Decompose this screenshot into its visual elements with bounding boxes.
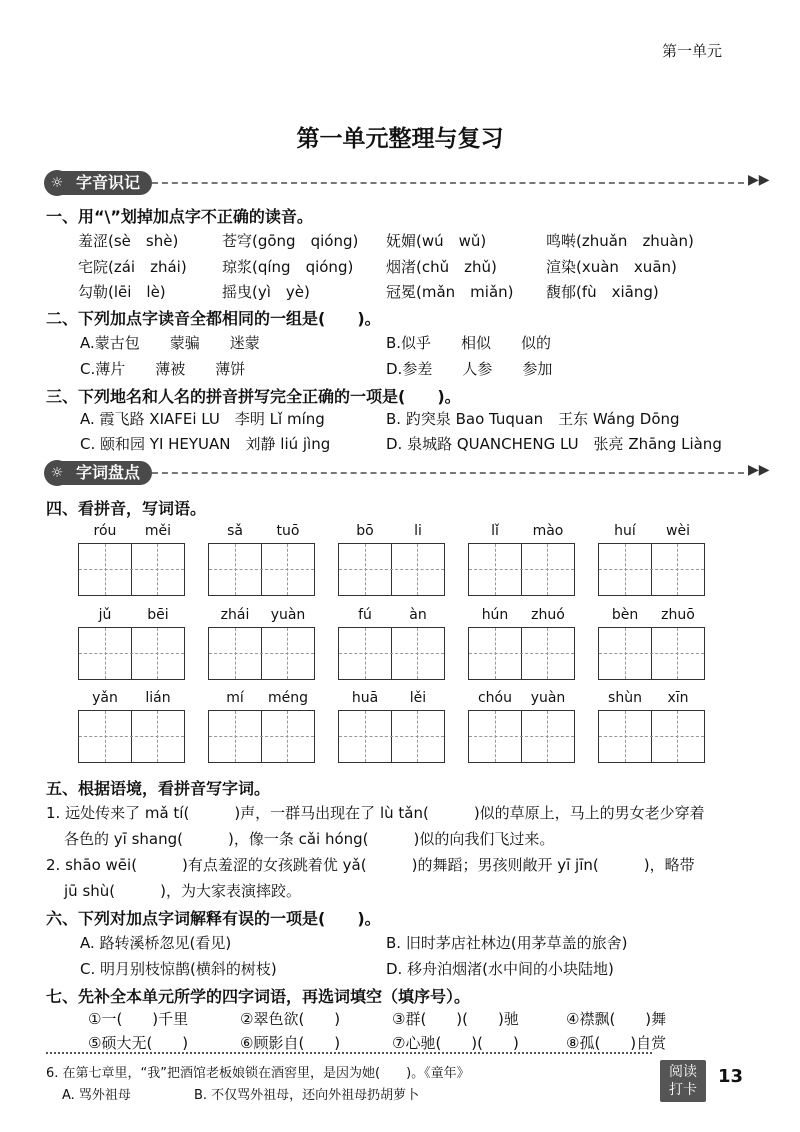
pinyin-label: lián [145,690,171,706]
question-2-title: 二、下列加点字读音全都相同的一组是( )。 [46,309,381,328]
pinyin-label: bèn [611,607,639,623]
q5-line: 2. shāo wēi( )有点羞涩的女孩跳着优 yǎ( )的舞蹈；男孩则敞开 yī jīn( )，略带 [46,856,695,874]
question-4-title: 四、看拼音，写词语。 [46,499,207,518]
section-divider [152,472,744,474]
lightbulb-icon: ☼ [44,460,70,486]
writing-box[interactable] [208,710,315,763]
q1-item[interactable]: 馥郁(fù xiāng) [546,283,659,301]
pinyin-label: wèi [666,523,690,539]
pinyin-label: lěi [409,690,427,706]
pinyin-label: bō [356,523,374,539]
writing-box[interactable] [78,710,185,763]
q1-item[interactable]: 摇曳(yì yè) [222,283,310,301]
writing-box[interactable] [208,543,315,596]
question-5-title: 五、根据语境，看拼音写字词。 [46,779,271,798]
writing-box[interactable] [468,710,575,763]
pinyin-label: hún [481,607,509,623]
q2-option-b[interactable]: B.似乎 相似 似的 [386,334,552,352]
q7-idiom[interactable]: ②翠色欲( ) [240,1010,341,1028]
q2-option-a[interactable]: A.蒙古包 蒙骗 迷蒙 [80,334,260,352]
question-3-title: 三、下列地名和人名的拼音拼写完全正确的一项是( )。 [46,387,461,406]
badge-line: 打卡 [669,1082,697,1098]
q2-option-c[interactable]: C.薄片 薄被 薄饼 [80,360,246,378]
pinyin-label: zhuō [661,607,695,623]
writing-box[interactable] [78,543,185,596]
q7-idiom[interactable]: ⑥顾影自( ) [240,1034,341,1052]
pinyin-label: zhái [220,607,250,623]
pinyin-label: mào [532,523,564,539]
q7-idiom[interactable]: ⑤硕大无( ) [88,1034,189,1052]
q7-idiom[interactable]: ⑦心驰( )( ) [392,1034,519,1052]
q7-idiom[interactable]: ⑧孤( )自赏 [566,1034,667,1052]
q3-option-b[interactable]: B. 趵突泉 Bao Tuquan 王东 Wáng Dōng [386,410,680,428]
pinyin-label: měi [144,523,172,539]
q1-item[interactable]: 烟渚(chǔ zhǔ) [386,258,497,276]
q5-line: jū shù( )，为大家表演摔跤。 [64,882,301,900]
reading-option-a[interactable]: A. 骂外祖母 [62,1088,131,1103]
writing-box[interactable] [78,627,185,680]
pinyin-label: yǎn [92,690,118,706]
question-1-title: 一、用“\”划掉加点字不正确的读音。 [46,207,313,226]
pinyin-label: sǎ [227,523,243,539]
pinyin-label: lǐ [491,523,499,539]
section-label: 字音识记 [62,171,152,195]
pinyin-label: àn [409,607,427,623]
pinyin-label: shùn [608,690,642,706]
writing-box[interactable] [338,627,445,680]
lightbulb-icon: ☼ [44,170,70,196]
writing-box[interactable] [468,543,575,596]
reading-question: 6. 在第七章里，“我”把酒馆老板娘锁在酒窖里，是因为她( )。《童年》 [46,1066,470,1081]
q3-option-a[interactable]: A. 霞飞路 XIAFEi LU 李明 Lǐ míng [80,410,325,428]
q5-line: 1. 远处传来了 mǎ tí( )声，一群马出现在了 lù tǎn( )似的草原上，马上的男女老少穿着 [46,804,705,822]
question-7-title: 七、先补全本单元所学的四字词语，再选词填空（填序号）。 [46,987,471,1006]
q2-option-d[interactable]: D.参差 人参 参加 [386,360,553,378]
pinyin-label: mí [226,690,244,706]
pinyin-label: xīn [667,690,689,706]
q1-item[interactable]: 渲染(xuàn xuān) [546,258,677,276]
pinyin-label: li [414,523,422,539]
pinyin-label: bēi [147,607,169,623]
page-title: 第一单元整理与复习 [296,126,504,152]
section-label: 字词盘点 [62,461,152,485]
writing-box[interactable] [338,710,445,763]
pinyin-label: huí [614,523,636,539]
writing-box[interactable] [208,627,315,680]
q6-option-d[interactable]: D. 移舟泊烟渚(水中间的小块陆地) [386,960,614,978]
section-header-pronunciation [44,170,770,196]
q1-item[interactable]: 冠冕(mǎn miǎn) [386,283,514,301]
q1-item[interactable]: 琼浆(qíng qióng) [222,258,354,276]
pinyin-label: róu [93,523,117,539]
q7-idiom[interactable]: ④襟飘( )舞 [566,1010,667,1028]
q3-option-d[interactable]: D. 泉城路 QUANCHENG LU 张亮 Zhāng Liàng [386,435,722,453]
q1-item[interactable]: 苍穹(gōng qióng) [222,232,359,250]
pinyin-label: fú [358,607,372,623]
writing-box[interactable] [598,627,705,680]
q1-item[interactable]: 宅院(zái zhái) [78,258,187,276]
pinyin-label: yuàn [530,690,566,706]
double-arrow-icon: ▶▶ [748,462,770,478]
q3-option-c[interactable]: C. 颐和园 YI HEYUAN 刘静 liú jìng [80,435,331,453]
q1-item[interactable]: 勾勒(lēi lè) [78,283,166,301]
q6-option-a[interactable]: A. 路转溪桥忽见(看见) [80,934,232,952]
badge-line: 阅读 [669,1064,697,1080]
q6-option-c[interactable]: C. 明月别枝惊鹊(横斜的树枝) [80,960,277,978]
q7-idiom[interactable]: ③群( )( )驰 [392,1010,519,1028]
writing-box[interactable] [338,543,445,596]
q5-line: 各色的 yī shang( )，像一条 cǎi hóng( )似的向我们飞过来。 [64,830,555,848]
pinyin-label: zhuó [531,607,565,623]
writing-box[interactable] [468,627,575,680]
reading-checkin-badge [660,1060,706,1102]
reading-option-b[interactable]: B. 不仅骂外祖母，还向外祖母扔胡萝卜 [194,1088,420,1103]
unit-label: 第一单元 [661,42,722,60]
section-divider [152,182,744,184]
pinyin-label: tuō [276,523,300,539]
section-header-vocabulary [44,460,770,486]
double-arrow-icon: ▶▶ [748,172,770,188]
question-6-title: 六、下列对加点字词解释有误的一项是( )。 [46,909,381,928]
writing-box[interactable] [598,543,705,596]
q1-item[interactable]: 羞涩(sè shè) [78,232,179,250]
q1-item[interactable]: 鸣啭(zhuǎn zhuàn) [546,232,694,250]
page-number: 13 [718,1066,744,1087]
pinyin-label: huā [351,690,379,706]
pinyin-label: jǔ [98,607,112,623]
writing-box[interactable] [598,710,705,763]
q7-idiom[interactable]: ①一( )千里 [88,1010,189,1028]
pinyin-label: méng [267,690,308,706]
pinyin-label: yuàn [270,607,306,623]
q6-option-b[interactable]: B. 旧时茅店社林边(用茅草盖的旅舍) [386,934,628,952]
q1-item[interactable]: 妩媚(wú wǔ) [386,232,487,250]
footer-divider [46,1052,652,1054]
pinyin-label: chóu [477,690,512,706]
